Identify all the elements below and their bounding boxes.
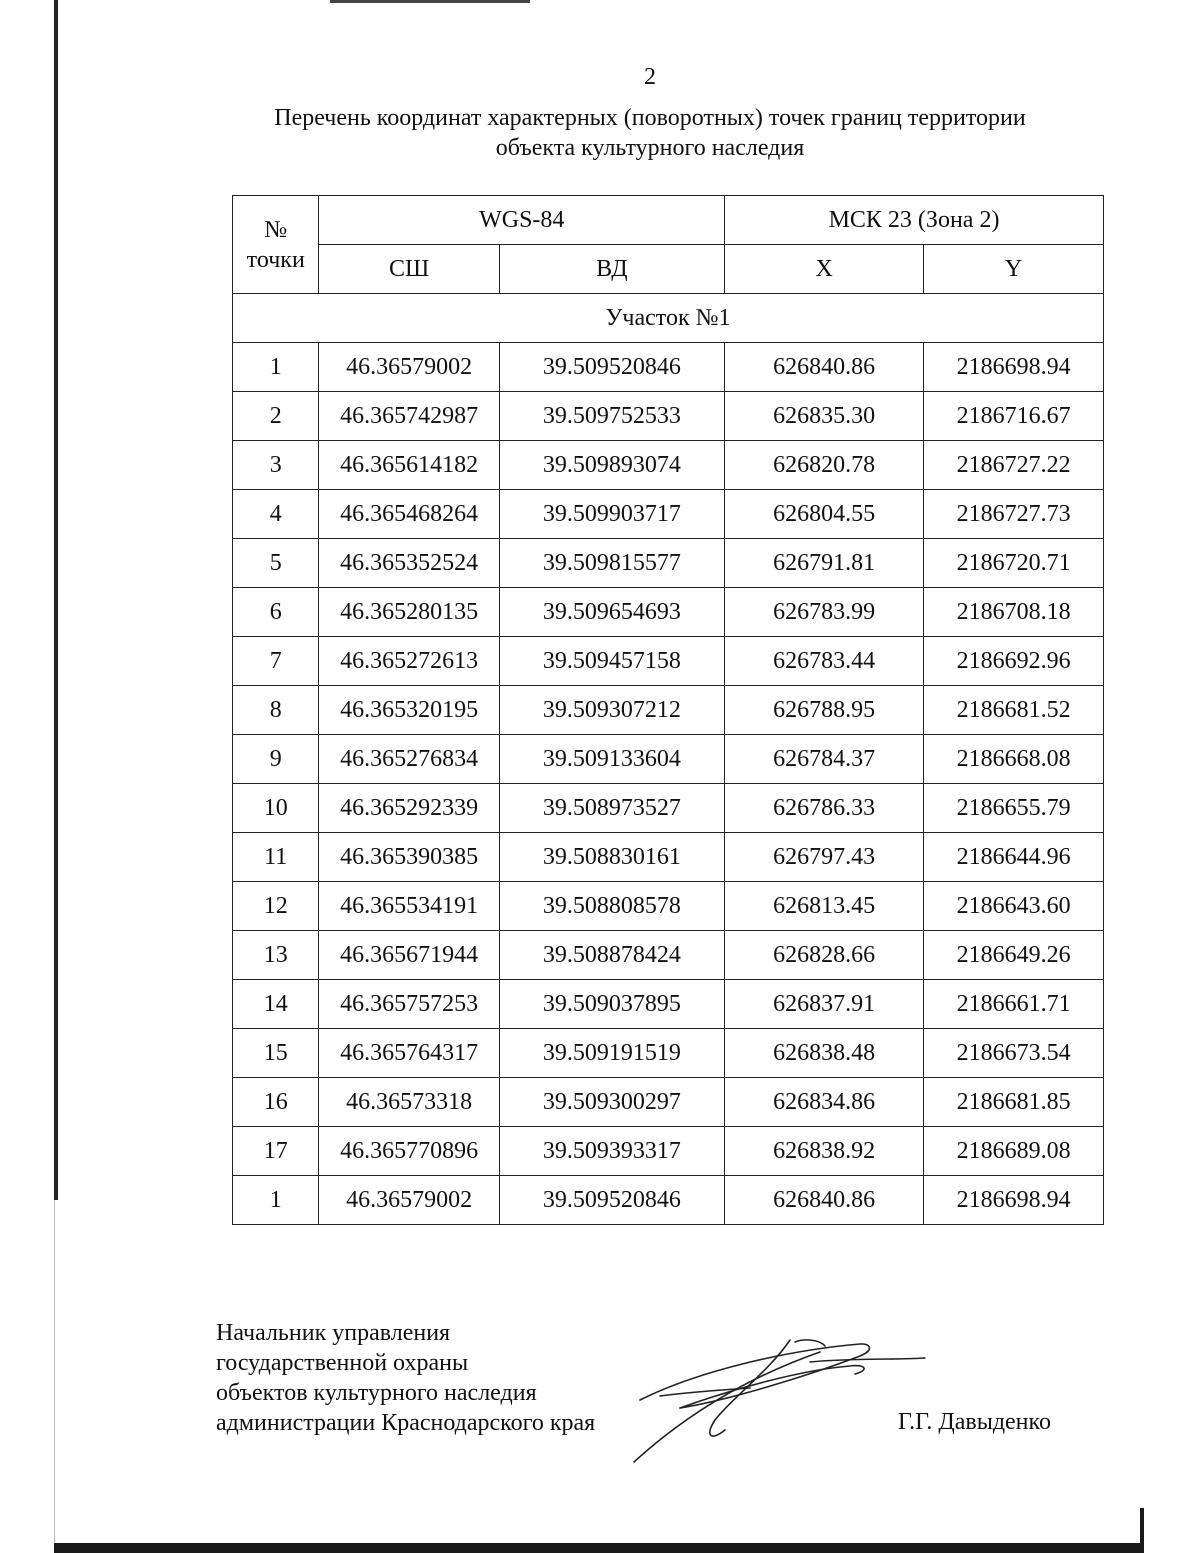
x-cell: 626837.91 bbox=[725, 980, 924, 1029]
longitude-cell: 39.509654693 bbox=[499, 588, 724, 637]
table-row bbox=[233, 588, 1104, 637]
point-number-cell: 7 bbox=[233, 637, 319, 686]
point-number-cell: 16 bbox=[233, 1078, 319, 1127]
latitude-cell: 46.36573318 bbox=[319, 1078, 499, 1127]
y-cell: 2186668.08 bbox=[924, 735, 1104, 784]
header-point-number bbox=[233, 196, 319, 294]
x-cell: 626786.33 bbox=[725, 784, 924, 833]
longitude-cell: 39.508808578 bbox=[499, 882, 724, 931]
point-number-cell: 12 bbox=[233, 882, 319, 931]
latitude-cell: 46.365320195 bbox=[319, 686, 499, 735]
longitude-cell: 39.509037895 bbox=[499, 980, 724, 1029]
x-cell: 626783.99 bbox=[725, 588, 924, 637]
x-cell: 626784.37 bbox=[725, 735, 924, 784]
point-number-cell: 6 bbox=[233, 588, 319, 637]
latitude-cell: 46.365276834 bbox=[319, 735, 499, 784]
point-number-cell: 4 bbox=[233, 490, 319, 539]
longitude-cell: 39.508830161 bbox=[499, 833, 724, 882]
y-cell: 2186698.94 bbox=[924, 343, 1104, 392]
y-cell: 2186698.94 bbox=[924, 1176, 1104, 1225]
y-cell: 2186643.60 bbox=[924, 882, 1104, 931]
scan-artifact-top bbox=[330, 0, 530, 3]
point-number-cell: 2 bbox=[233, 392, 319, 441]
latitude-cell: 46.365280135 bbox=[319, 588, 499, 637]
x-cell: 626840.86 bbox=[725, 1176, 924, 1225]
header-wgs84: WGS-84 bbox=[319, 196, 725, 245]
x-cell: 626804.55 bbox=[725, 490, 924, 539]
x-cell: 626828.66 bbox=[725, 931, 924, 980]
latitude-cell: 46.365390385 bbox=[319, 833, 499, 882]
signature-block bbox=[216, 1318, 595, 1438]
point-number-cell: 5 bbox=[233, 539, 319, 588]
point-number-cell: 1 bbox=[233, 1176, 319, 1225]
table-header-row bbox=[233, 196, 1104, 245]
latitude-cell: 46.365671944 bbox=[319, 931, 499, 980]
page-number: 2 bbox=[644, 64, 656, 90]
point-number-cell: 17 bbox=[233, 1127, 319, 1176]
point-number-cell: 13 bbox=[233, 931, 319, 980]
longitude-cell: 39.509300297 bbox=[499, 1078, 724, 1127]
table-row bbox=[233, 392, 1104, 441]
x-cell: 626838.48 bbox=[725, 1029, 924, 1078]
table-row bbox=[233, 343, 1104, 392]
table-row bbox=[233, 735, 1104, 784]
latitude-cell: 46.365742987 bbox=[319, 392, 499, 441]
y-cell: 2186692.96 bbox=[924, 637, 1104, 686]
y-cell: 2186681.52 bbox=[924, 686, 1104, 735]
y-cell: 2186727.22 bbox=[924, 441, 1104, 490]
latitude-cell: 46.365770896 bbox=[319, 1127, 499, 1176]
header-y: Y bbox=[924, 245, 1104, 294]
y-cell: 2186644.96 bbox=[924, 833, 1104, 882]
table-body bbox=[233, 294, 1104, 1225]
point-number-cell: 3 bbox=[233, 441, 319, 490]
latitude-cell: 46.365534191 bbox=[319, 882, 499, 931]
longitude-cell: 39.508878424 bbox=[499, 931, 724, 980]
y-cell: 2186649.26 bbox=[924, 931, 1104, 980]
longitude-cell: 39.509752533 bbox=[499, 392, 724, 441]
longitude-cell: 39.509520846 bbox=[499, 343, 724, 392]
latitude-cell: 46.365352524 bbox=[319, 539, 499, 588]
table-row bbox=[233, 980, 1104, 1029]
signer-title-line-2: государственной охраны bbox=[216, 1350, 469, 1376]
x-cell: 626838.92 bbox=[725, 1127, 924, 1176]
latitude-cell: 46.365764317 bbox=[319, 1029, 499, 1078]
latitude-cell: 46.365272613 bbox=[319, 637, 499, 686]
table-row bbox=[233, 833, 1104, 882]
table-row bbox=[233, 1176, 1104, 1225]
point-number-cell: 1 bbox=[233, 343, 319, 392]
title-line-2: объекта культурного наследия bbox=[495, 135, 805, 161]
y-cell: 2186681.85 bbox=[924, 1078, 1104, 1127]
signer-title-line-3: объектов культурного наследия bbox=[216, 1380, 537, 1406]
x-cell: 626791.81 bbox=[725, 539, 924, 588]
x-cell: 626813.45 bbox=[725, 882, 924, 931]
latitude-cell: 46.365614182 bbox=[319, 441, 499, 490]
x-cell: 626783.44 bbox=[725, 637, 924, 686]
header-longitude: ВД bbox=[499, 245, 724, 294]
table-subheader-row bbox=[233, 245, 1104, 294]
scan-artifact-bottom bbox=[54, 1543, 1144, 1553]
longitude-cell: 39.509903717 bbox=[499, 490, 724, 539]
document-title bbox=[0, 103, 1200, 163]
y-cell: 2186716.67 bbox=[924, 392, 1104, 441]
table-row bbox=[233, 539, 1104, 588]
x-cell: 626820.78 bbox=[725, 441, 924, 490]
table-row bbox=[233, 931, 1104, 980]
longitude-cell: 39.509815577 bbox=[499, 539, 724, 588]
table-row bbox=[233, 1029, 1104, 1078]
scan-artifact-left bbox=[54, 0, 58, 1200]
scan-artifact-left-faint bbox=[54, 1200, 55, 1553]
table-row bbox=[233, 686, 1104, 735]
latitude-cell: 46.365468264 bbox=[319, 490, 499, 539]
point-number-cell: 9 bbox=[233, 735, 319, 784]
table-row bbox=[233, 490, 1104, 539]
latitude-cell: 46.36579002 bbox=[319, 343, 499, 392]
header-num-label: точки bbox=[246, 246, 305, 273]
header-num-sign: № bbox=[264, 216, 288, 243]
y-cell: 2186673.54 bbox=[924, 1029, 1104, 1078]
longitude-cell: 39.509133604 bbox=[499, 735, 724, 784]
scan-artifact-right bbox=[1140, 1508, 1144, 1553]
longitude-cell: 39.509457158 bbox=[499, 637, 724, 686]
point-number-cell: 14 bbox=[233, 980, 319, 1029]
section-label: Участок №1 bbox=[233, 294, 1104, 343]
table-row bbox=[233, 1127, 1104, 1176]
table-row bbox=[233, 1078, 1104, 1127]
section-row bbox=[233, 294, 1104, 343]
longitude-cell: 39.509893074 bbox=[499, 441, 724, 490]
point-number-cell: 10 bbox=[233, 784, 319, 833]
y-cell: 2186661.71 bbox=[924, 980, 1104, 1029]
table-row bbox=[233, 882, 1104, 931]
latitude-cell: 46.365757253 bbox=[319, 980, 499, 1029]
header-latitude: СШ bbox=[319, 245, 499, 294]
longitude-cell: 39.509191519 bbox=[499, 1029, 724, 1078]
coordinates-table bbox=[232, 195, 1104, 1225]
point-number-cell: 11 bbox=[233, 833, 319, 882]
x-cell: 626835.30 bbox=[725, 392, 924, 441]
y-cell: 2186720.71 bbox=[924, 539, 1104, 588]
table-row bbox=[233, 637, 1104, 686]
signer-title-line-4: администрации Краснодарского края bbox=[216, 1410, 596, 1436]
title-line-1: Перечень координат характерных (поворотных) точек границ территории bbox=[274, 105, 1026, 131]
x-cell: 626840.86 bbox=[725, 343, 924, 392]
y-cell: 2186708.18 bbox=[924, 588, 1104, 637]
table-row bbox=[233, 441, 1104, 490]
signer-title-line-1: Начальник управления bbox=[216, 1320, 451, 1346]
signer-name: Г.Г. Давыденко bbox=[898, 1409, 1051, 1435]
longitude-cell: 39.509520846 bbox=[499, 1176, 724, 1225]
handwritten-signature bbox=[620, 1330, 930, 1470]
y-cell: 2186689.08 bbox=[924, 1127, 1104, 1176]
longitude-cell: 39.508973527 bbox=[499, 784, 724, 833]
x-cell: 626788.95 bbox=[725, 686, 924, 735]
longitude-cell: 39.509307212 bbox=[499, 686, 724, 735]
latitude-cell: 46.36579002 bbox=[319, 1176, 499, 1225]
latitude-cell: 46.365292339 bbox=[319, 784, 499, 833]
point-number-cell: 15 bbox=[233, 1029, 319, 1078]
table-row bbox=[233, 784, 1104, 833]
y-cell: 2186727.73 bbox=[924, 490, 1104, 539]
header-msk23: МСК 23 (Зона 2) bbox=[725, 196, 1104, 245]
longitude-cell: 39.509393317 bbox=[499, 1127, 724, 1176]
x-cell: 626797.43 bbox=[725, 833, 924, 882]
x-cell: 626834.86 bbox=[725, 1078, 924, 1127]
header-x: X bbox=[725, 245, 924, 294]
point-number-cell: 8 bbox=[233, 686, 319, 735]
y-cell: 2186655.79 bbox=[924, 784, 1104, 833]
